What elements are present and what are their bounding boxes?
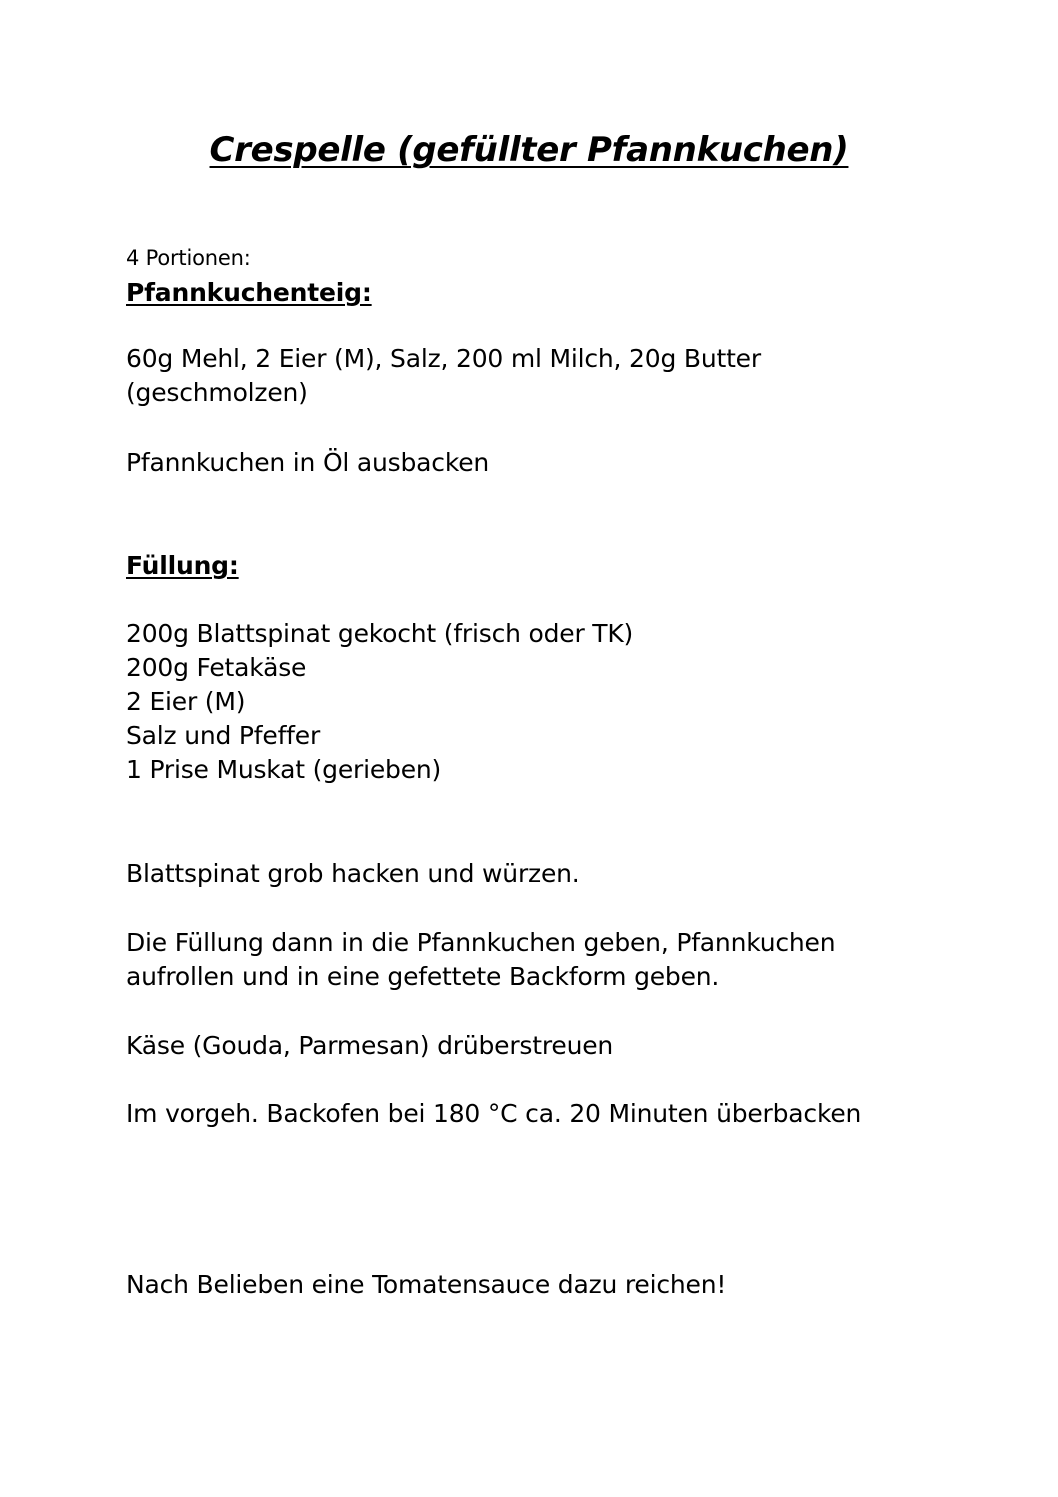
dough-ingredients-line-1: 60g Mehl, 2 Eier (M), Salz, 200 ml Milch, 20g Butter <box>126 344 761 373</box>
filling-ingredient: Salz und Pfeffer <box>126 721 321 750</box>
servings-label: 4 Portionen: <box>126 246 251 270</box>
filling-ingredient-list <box>126 617 633 787</box>
filling-ingredient: 2 Eier (M) <box>126 687 246 716</box>
serving-note: Nach Belieben eine Tomatensauce dazu reichen! <box>126 1270 727 1299</box>
filling-ingredient: 200g Blattspinat gekocht (frisch oder TK) <box>126 619 634 648</box>
step-1: Blattspinat grob hacken und würzen. <box>126 859 580 888</box>
step-3: Käse (Gouda, Parmesan) drüberstreuen <box>126 1031 614 1060</box>
filling-ingredient: 200g Fetakäse <box>126 653 307 682</box>
step-2-line-1: Die Füllung dann in die Pfannkuchen geben, Pfannkuchen <box>126 928 836 957</box>
filling-heading: Füllung: <box>126 551 239 580</box>
step-4: Im vorgeh. Backofen bei 180 °C ca. 20 Minuten überbacken <box>126 1099 862 1128</box>
dough-heading: Pfannkuchenteig: <box>126 278 372 307</box>
step-2-line-2: aufrollen und in eine gefettete Backform geben. <box>126 962 720 991</box>
dough-instruction: Pfannkuchen in Öl ausbacken <box>126 448 490 477</box>
filling-ingredient: 1 Prise Muskat (gerieben) <box>126 755 442 784</box>
dough-ingredients-line-2: (geschmolzen) <box>126 378 308 407</box>
recipe-title: Crespelle (gefüllter Pfannkuchen) <box>209 130 849 170</box>
